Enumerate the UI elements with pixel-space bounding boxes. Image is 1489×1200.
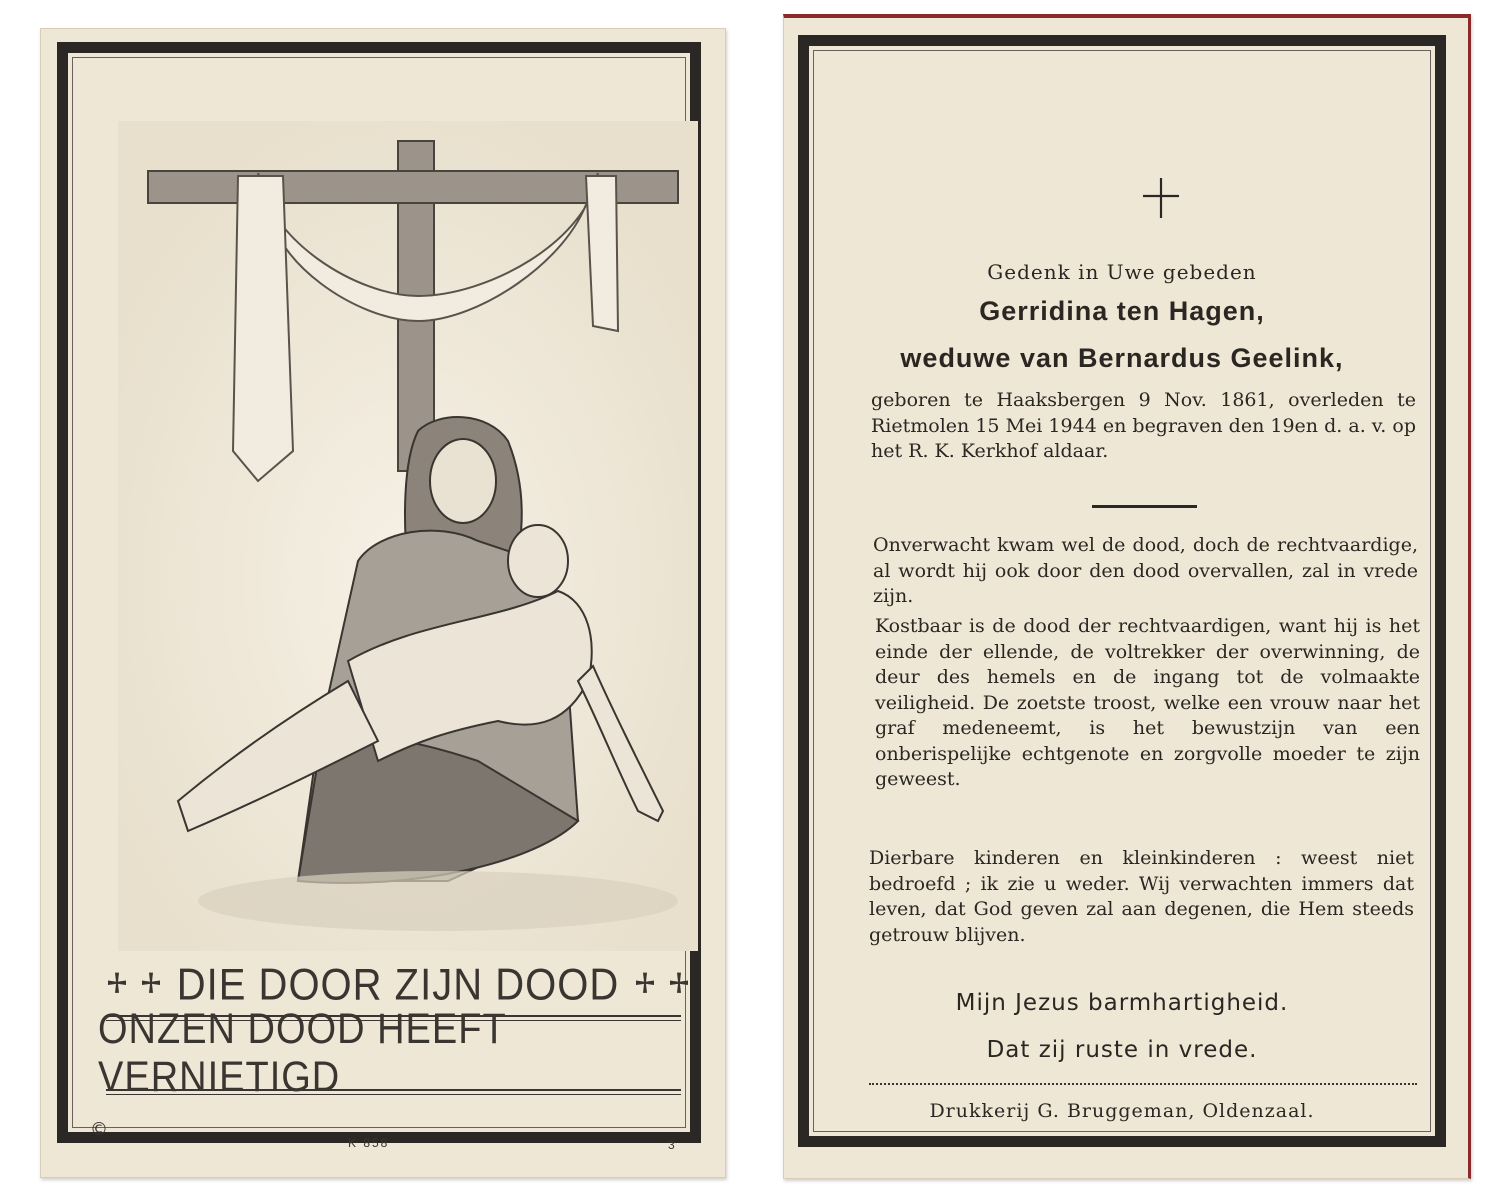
- verse-paragraph-3: Dierbare kinderen en kleinkinderen : weest niet bedroefd ; ik zie u weder. Wij verwachten immers dat leven, dat God geven zal aan degenen, die Hem steeds getrouw blijven.: [869, 847, 1414, 946]
- memorial-card-front: [40, 28, 726, 1178]
- motto-text-1: DIE DOOR ZIJN DOOD: [176, 959, 620, 1010]
- decorative-crosses-left: [105, 972, 163, 999]
- copyright-symbol: ©: [90, 1119, 108, 1140]
- divider-bottom: [106, 1089, 681, 1095]
- cross-pattee-icon: [105, 972, 129, 999]
- dotted-divider: [869, 1083, 1417, 1085]
- pieta-illustration: [118, 121, 698, 951]
- section-divider: [1092, 505, 1197, 508]
- mourning-border: [798, 35, 1446, 1147]
- verse-paragraph-1: Onverwacht kwam wel de dood, doch de rechtvaardige, al wordt hij ook door den dood overvallen, zal in vrede zijn.: [873, 534, 1418, 607]
- page-number: 3: [668, 1138, 675, 1152]
- mourning-border: [57, 42, 701, 1152]
- prayer-line-2: Dat zij ruste in vrede.: [986, 1037, 1258, 1063]
- deceased-name: Gerridina ten Hagen,: [979, 296, 1265, 326]
- prayer-line-1: Mijn Jezus barmhartigheid.: [955, 990, 1289, 1016]
- greeting-text: Gedenk in Uwe gebeden: [987, 260, 1257, 284]
- memorial-card-back: [783, 14, 1471, 1179]
- cross-pattee-icon: [667, 972, 691, 999]
- catalog-number: K 858: [348, 1136, 390, 1150]
- verse-paragraph-2: Kostbaar is de dood der rechtvaardigen, want hij is het einde der ellende, de voltrekker der overwinning, de deur des hemels en de ingang tot de volmaakte veiligheid. De zoetste troost, welke een vrouw naar het graf medeneemt, is het bewustzijn van een onberispelijke echtgenote en zorgvolle moeder te zijn geweest.: [875, 615, 1420, 790]
- cross-pattee-icon: [139, 972, 163, 999]
- motto-line-2: ONZEN DOOD HEEFT VERNIETIGD: [98, 1005, 506, 1102]
- printer-credit: Drukkerij G. Bruggeman, Oldenzaal.: [929, 1100, 1315, 1122]
- biography-text: geboren te Haaksbergen 9 Nov. 1861, overleden te Rietmolen 15 Mei 1944 en begraven den 19en d. a. v. op het R. K. Kerkhof aldaar.: [871, 389, 1416, 462]
- decorative-crosses-right: [633, 972, 691, 999]
- cross-pattee-icon: [633, 972, 657, 999]
- cross-icon: [1139, 176, 1183, 220]
- widow-of-line: weduwe van Bernardus Geelink,: [900, 343, 1344, 373]
